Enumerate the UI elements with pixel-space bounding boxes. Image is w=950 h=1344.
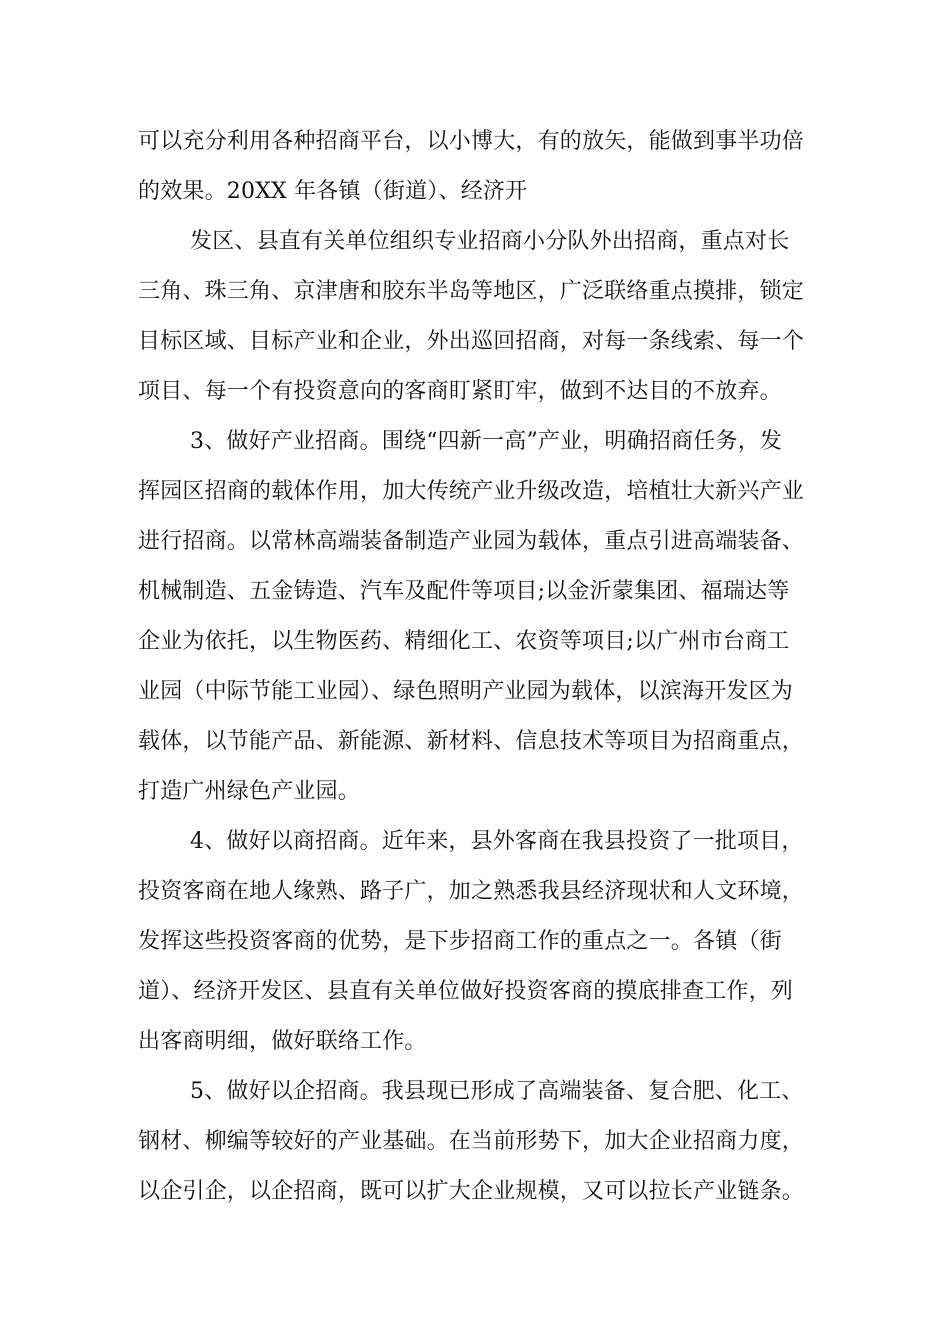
text-line: 发挥这些投资客商的优势，是下步招商工作的重点之一。各镇（街 bbox=[138, 929, 782, 954]
text-line: 目标区域、目标产业和企业，外出巡回招商，对每一条线索、每一个 bbox=[138, 329, 805, 354]
text-line: 出客商明细，做好联络工作。 bbox=[138, 1029, 427, 1054]
text-line: 挥园区招商的载体作用，加大传统产业升级改造，培植壮大新兴产业 bbox=[138, 479, 805, 504]
text-line: 的效果。20XX 年各镇（街道）、经济开 bbox=[138, 179, 528, 204]
text-line: 可以充分利用各种招商平台，以小博大，有的放矢，能做到事半功倍 bbox=[138, 129, 805, 154]
text-line: 3、做好产业招商。围绕“四新一高”产业，明确招商任务，发 bbox=[190, 429, 783, 454]
text-line: 企业为依托，以生物医药、精细化工、农资等项目;以广州市台商工 bbox=[138, 629, 790, 654]
text-line: 4、做好以商招商。近年来，县外客商在我县投资了一批项目， bbox=[190, 829, 804, 854]
text-line: 以企引企，以企招商，既可以扩大企业规模，又可以拉长产业链条。 bbox=[138, 1179, 805, 1204]
text-line: 5、做好以企招商。我县现已形成了高端装备、复合肥、化工、 bbox=[190, 1079, 804, 1104]
text-line: 机械制造、五金铸造、汽车及配件等项目;以金沂蒙集团、福瑞达等 bbox=[138, 579, 790, 604]
text-line: 项目、每一个有投资意向的客商盯紧盯牢，做到不达目的不放弃。 bbox=[138, 379, 782, 404]
text-line: 打造广州绿色产业园。 bbox=[138, 779, 361, 804]
text-line: 业园（中际节能工业园）、绿色照明产业园为载体，以滨海开发区为 bbox=[138, 679, 794, 704]
text-line: 投资客商在地人缘熟、路子广，加之熟悉我县经济现状和人文环境， bbox=[138, 879, 805, 904]
text-line: 进行招商。以常林高端装备制造产业园为载体，重点引进高端装备、 bbox=[138, 529, 805, 554]
text-line: 钢材、柳编等较好的产业基础。在当前形势下，加大企业招商力度， bbox=[138, 1129, 805, 1154]
text-line: 载体，以节能产品、新能源、新材料、信息技术等项目为招商重点， bbox=[138, 729, 805, 754]
text-line: 道）、经济开发区、县直有关单位做好投资客商的摸底排查工作，列 bbox=[138, 979, 794, 1004]
text-line: 发区、县直有关单位组织专业招商小分队外出招商，重点对长 bbox=[190, 229, 790, 254]
text-line: 三角、珠三角、京津唐和胶东半岛等地区，广泛联络重点摸排，锁定 bbox=[138, 279, 805, 304]
